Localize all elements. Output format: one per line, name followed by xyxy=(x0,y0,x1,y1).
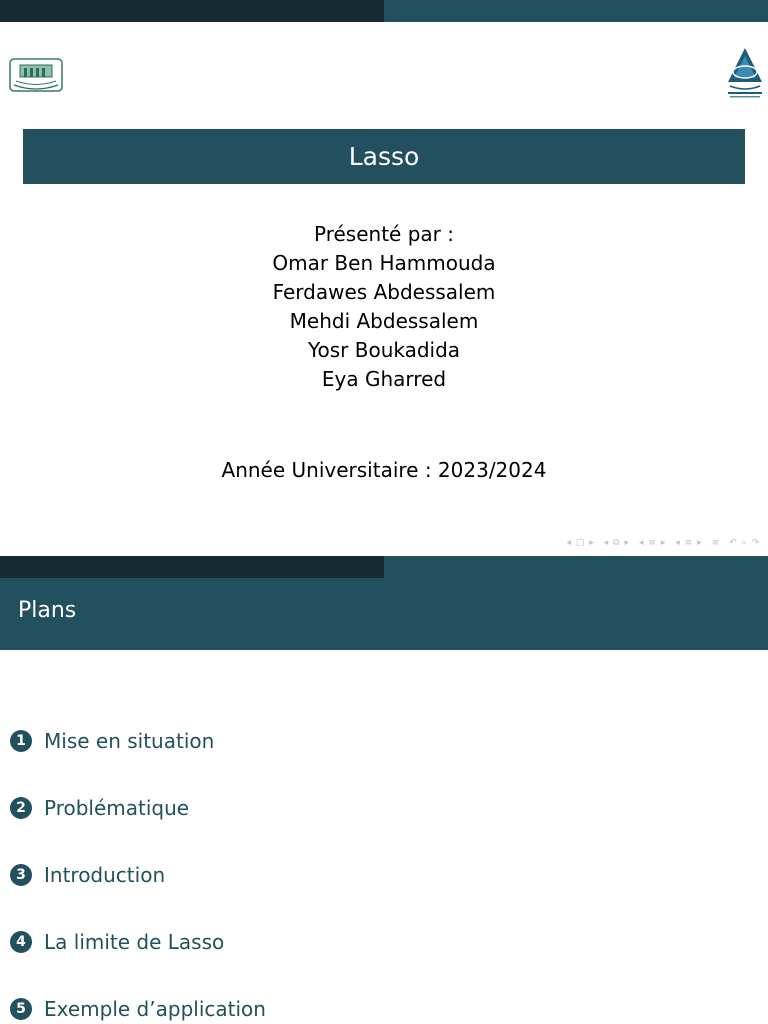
toc-item[interactable] xyxy=(10,727,266,755)
nav-subsubsection-icon[interactable]: ◂ ≡ ▸ xyxy=(675,538,703,548)
toc-number-badge: 5 xyxy=(10,998,32,1020)
frame-title-bar xyxy=(0,578,768,650)
school-logo xyxy=(724,46,766,102)
author-name: Mehdi Abdessalem xyxy=(289,309,479,333)
nav-search-icon[interactable]: ↶ ⌕ ↷ xyxy=(729,538,760,548)
toc-number-badge: 4 xyxy=(10,931,32,953)
toc-item[interactable] xyxy=(10,861,266,889)
nav-section-icon[interactable]: ◂ ≡ ▸ xyxy=(638,538,667,548)
beamer-navigation-bar xyxy=(567,536,760,550)
outline-slide xyxy=(0,556,768,1024)
author-name: Yosr Boukadida xyxy=(307,338,461,362)
frame-title: Plans xyxy=(18,598,77,623)
toc-label: Mise en situation xyxy=(44,729,215,753)
toc-number-badge: 2 xyxy=(10,797,32,819)
presentation-title: Lasso xyxy=(23,129,745,184)
toc-number-badge: 1 xyxy=(10,730,32,752)
toc-label: Exemple d’application xyxy=(44,997,266,1021)
author-name: Ferdawes Abdessalem xyxy=(272,280,496,304)
nav-frame-icon[interactable]: ◂ □ ▸ xyxy=(566,538,595,548)
academic-year: Année Universitaire : 2023/2024 xyxy=(221,458,547,482)
toc-item[interactable] xyxy=(10,794,266,822)
presented-by-label: Présenté par : xyxy=(314,222,454,246)
table-of-contents xyxy=(10,727,266,1024)
top-bar xyxy=(0,0,768,22)
toc-label: La limite de Lasso xyxy=(44,930,225,954)
nav-appendix-icon[interactable]: ≡ xyxy=(711,538,721,548)
toc-item[interactable] xyxy=(10,928,266,956)
toc-number-badge: 3 xyxy=(10,864,32,886)
authors-block xyxy=(0,220,768,394)
nav-subsection-icon[interactable]: ◂ ⧉ ▸ xyxy=(603,538,630,548)
university-logo xyxy=(8,55,64,95)
toc-item[interactable] xyxy=(10,995,266,1023)
top-bar xyxy=(0,556,768,574)
author-name: Eya Gharred xyxy=(321,367,447,391)
toc-label: Problématique xyxy=(44,796,190,820)
author-name: Omar Ben Hammouda xyxy=(272,251,496,275)
toc-label: Introduction xyxy=(44,863,166,887)
